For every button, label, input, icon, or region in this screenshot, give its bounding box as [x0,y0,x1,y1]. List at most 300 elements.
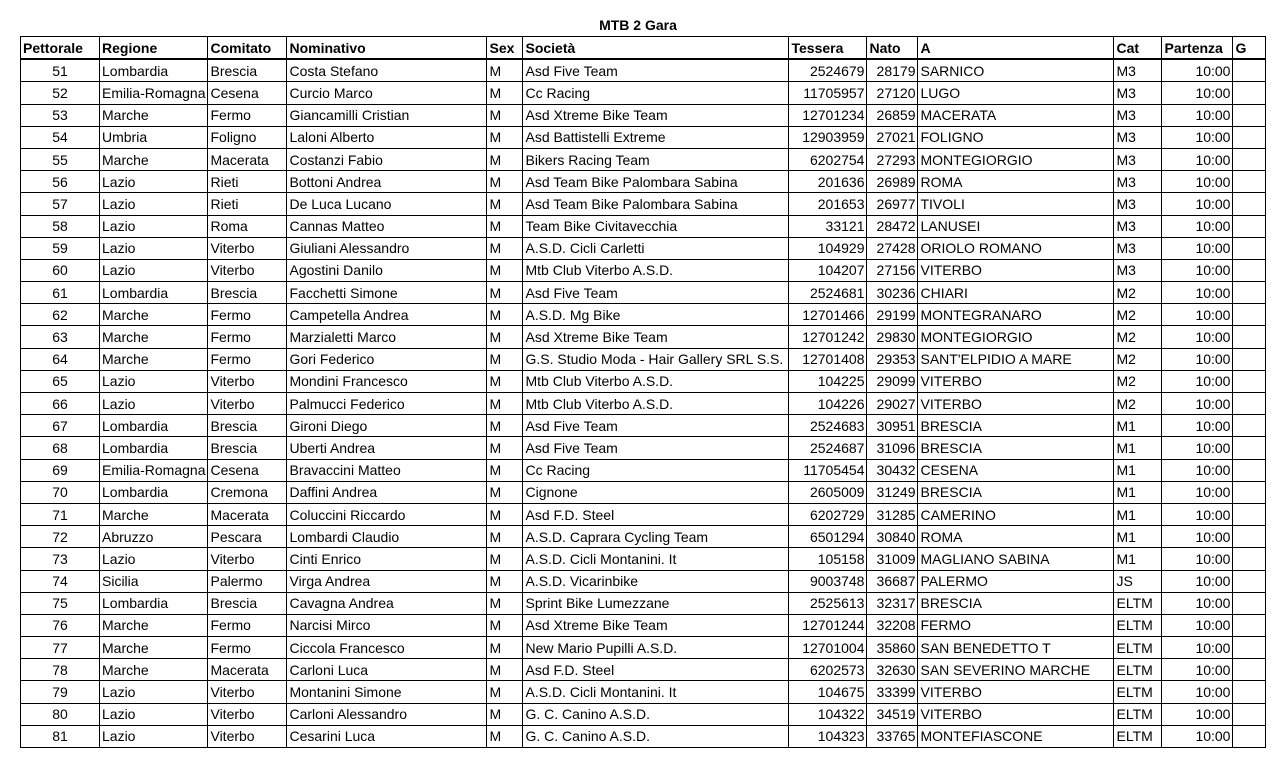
cell-nato: 29353 [867,348,918,370]
cell-pettorale: 66 [21,393,100,415]
cell-comitato: Viterbo [208,548,287,570]
cell-societa: A.S.D. Caprara Cycling Team [523,526,789,548]
cell-partenza: 10:00 [1162,614,1233,636]
cell-nato: 26989 [867,171,918,193]
cell-nato: 31249 [867,481,918,503]
cell-societa: Asd Team Bike Palombara Sabina [523,171,789,193]
cell-a: FOLIGNO [918,126,1114,148]
cell-cat: M3 [1114,237,1162,259]
cell-societa: Asd Team Bike Palombara Sabina [523,193,789,215]
cell-nominativo: Palmucci Federico [287,393,487,415]
cell-nato: 29199 [867,304,918,326]
cell-g [1233,681,1266,703]
cell-sex: M [487,59,523,82]
cell-a: SAN BENEDETTO T [918,637,1114,659]
col-header-pettorale: Pettorale [21,37,100,60]
cell-comitato: Viterbo [208,703,287,725]
cell-a: SAN SEVERINO MARCHE [918,659,1114,681]
cell-regione: Emilia-Romagna [100,82,208,104]
cell-nato: 27293 [867,148,918,170]
cell-pettorale: 54 [21,126,100,148]
cell-societa: Cc Racing [523,82,789,104]
cell-nominativo: Bottoni Andrea [287,171,487,193]
cell-a: VITERBO [918,393,1114,415]
cell-nato: 32317 [867,592,918,614]
cell-pettorale: 62 [21,304,100,326]
col-header-nominativo: Nominativo [287,37,487,60]
cell-cat: M1 [1114,481,1162,503]
cell-tessera: 12701234 [789,104,867,126]
cell-partenza: 10:00 [1162,659,1233,681]
table-row [21,570,1266,592]
col-header-a: A [918,37,1114,60]
cell-partenza: 10:00 [1162,437,1233,459]
cell-cat: ELTM [1114,637,1162,659]
cell-g [1233,259,1266,281]
cell-regione: Lazio [100,370,208,392]
table-row [21,326,1266,348]
cell-comitato: Viterbo [208,237,287,259]
cell-tessera: 33121 [789,215,867,237]
table-row [21,282,1266,304]
cell-nominativo: Cavagna Andrea [287,592,487,614]
cell-regione: Marche [100,659,208,681]
cell-a: MAGLIANO SABINA [918,548,1114,570]
cell-nominativo: Gori Federico [287,348,487,370]
col-header-sex: Sex [487,37,523,60]
cell-pettorale: 58 [21,215,100,237]
cell-nominativo: Facchetti Simone [287,282,487,304]
cell-comitato: Pescara [208,526,287,548]
table-row [21,82,1266,104]
cell-societa: New Mario Pupilli A.S.D. [523,637,789,659]
cell-a: MONTEFIASCONE [918,725,1114,747]
cell-partenza: 10:00 [1162,326,1233,348]
cell-comitato: Fermo [208,348,287,370]
cell-comitato: Fermo [208,637,287,659]
cell-societa: Cc Racing [523,459,789,481]
cell-societa: Asd F.D. Steel [523,659,789,681]
cell-g [1233,592,1266,614]
cell-cat: M3 [1114,104,1162,126]
cell-societa: G. C. Canino A.S.D. [523,703,789,725]
cell-partenza: 10:00 [1162,82,1233,104]
cell-nato: 32630 [867,659,918,681]
cell-comitato: Rieti [208,171,287,193]
cell-nato: 27021 [867,126,918,148]
cell-societa: Mtb Club Viterbo A.S.D. [523,393,789,415]
cell-pettorale: 76 [21,614,100,636]
cell-societa: A.S.D. Cicli Montanini. It [523,681,789,703]
cell-g [1233,725,1266,747]
cell-a: VITERBO [918,370,1114,392]
cell-nato: 31285 [867,503,918,525]
cell-nominativo: Giancamilli Cristian [287,104,487,126]
table-row [21,304,1266,326]
table-row [21,104,1266,126]
cell-pettorale: 67 [21,415,100,437]
cell-tessera: 11705454 [789,459,867,481]
cell-cat: M3 [1114,126,1162,148]
cell-tessera: 6202729 [789,503,867,525]
cell-nominativo: Giuliani Alessandro [287,237,487,259]
cell-pettorale: 79 [21,681,100,703]
cell-g [1233,282,1266,304]
sheet-title: MTB 2 Gara [599,17,677,33]
cell-regione: Lazio [100,171,208,193]
cell-regione: Lombardia [100,592,208,614]
cell-nato: 31096 [867,437,918,459]
cell-nominativo: Gironi Diego [287,415,487,437]
cell-cat: M1 [1114,526,1162,548]
cell-sex: M [487,503,523,525]
cell-nato: 27156 [867,259,918,281]
cell-sex: M [487,614,523,636]
cell-regione: Sicilia [100,570,208,592]
cell-a: CHIARI [918,282,1114,304]
cell-regione: Lazio [100,703,208,725]
cell-societa: A.S.D. Mg Bike [523,304,789,326]
cell-regione: Marche [100,348,208,370]
col-header-cat: Cat [1114,37,1162,60]
table-row [21,592,1266,614]
col-header-comitato: Comitato [208,37,287,60]
cell-g [1233,193,1266,215]
cell-cat: ELTM [1114,614,1162,636]
cell-cat: M1 [1114,415,1162,437]
cell-cat: ELTM [1114,703,1162,725]
cell-g [1233,215,1266,237]
cell-a: SARNICO [918,59,1114,82]
cell-nominativo: Curcio Marco [287,82,487,104]
table-row [21,415,1266,437]
col-header-partenza: Partenza [1162,37,1233,60]
cell-a: CESENA [918,459,1114,481]
cell-a: CAMERINO [918,503,1114,525]
cell-a: BRESCIA [918,481,1114,503]
cell-nominativo: Daffini Andrea [287,481,487,503]
cell-partenza: 10:00 [1162,348,1233,370]
cell-comitato: Fermo [208,326,287,348]
cell-partenza: 10:00 [1162,481,1233,503]
cell-cat: M2 [1114,326,1162,348]
cell-comitato: Roma [208,215,287,237]
cell-comitato: Cremona [208,481,287,503]
cell-nato: 36687 [867,570,918,592]
cell-cat: M3 [1114,171,1162,193]
cell-comitato: Viterbo [208,370,287,392]
cell-societa: Team Bike Civitavecchia [523,215,789,237]
cell-g [1233,659,1266,681]
cell-g [1233,326,1266,348]
cell-societa: Mtb Club Viterbo A.S.D. [523,370,789,392]
cell-regione: Lazio [100,725,208,747]
cell-nato: 26977 [867,193,918,215]
cell-nominativo: Virga Andrea [287,570,487,592]
cell-sex: M [487,570,523,592]
cell-a: MONTEGIORGIO [918,326,1114,348]
cell-societa: Asd Xtreme Bike Team [523,326,789,348]
cell-tessera: 104207 [789,259,867,281]
cell-partenza: 10:00 [1162,548,1233,570]
cell-sex: M [487,393,523,415]
cell-tessera: 6501294 [789,526,867,548]
cell-tessera: 104322 [789,703,867,725]
cell-pettorale: 63 [21,326,100,348]
cell-comitato: Viterbo [208,393,287,415]
cell-nominativo: Lombardi Claudio [287,526,487,548]
cell-tessera: 2525613 [789,592,867,614]
cell-nato: 29830 [867,326,918,348]
table-row [21,237,1266,259]
cell-pettorale: 60 [21,259,100,281]
cell-regione: Lazio [100,393,208,415]
cell-a: MACERATA [918,104,1114,126]
table-row [21,348,1266,370]
cell-g [1233,437,1266,459]
cell-tessera: 9003748 [789,570,867,592]
cell-g [1233,237,1266,259]
cell-nato: 33765 [867,725,918,747]
cell-tessera: 2524681 [789,282,867,304]
cell-sex: M [487,304,523,326]
cell-tessera: 2524683 [789,415,867,437]
entry-list-table [20,36,1266,748]
cell-cat: ELTM [1114,681,1162,703]
cell-comitato: Macerata [208,503,287,525]
cell-comitato: Cesena [208,459,287,481]
cell-cat: M1 [1114,459,1162,481]
cell-comitato: Viterbo [208,259,287,281]
cell-comitato: Foligno [208,126,287,148]
cell-nominativo: Cinti Enrico [287,548,487,570]
cell-regione: Lazio [100,215,208,237]
cell-g [1233,82,1266,104]
cell-nato: 27428 [867,237,918,259]
cell-societa: Asd Five Team [523,59,789,82]
cell-comitato: Viterbo [208,681,287,703]
cell-pettorale: 78 [21,659,100,681]
cell-a: VITERBO [918,259,1114,281]
cell-g [1233,415,1266,437]
col-header-regione: Regione [100,37,208,60]
cell-tessera: 2524687 [789,437,867,459]
cell-tessera: 2605009 [789,481,867,503]
cell-comitato: Palermo [208,570,287,592]
cell-pettorale: 59 [21,237,100,259]
cell-regione: Lazio [100,681,208,703]
cell-regione: Marche [100,304,208,326]
cell-pettorale: 56 [21,171,100,193]
cell-cat: M1 [1114,503,1162,525]
cell-partenza: 10:00 [1162,304,1233,326]
cell-sex: M [487,171,523,193]
cell-nato: 33399 [867,681,918,703]
cell-g [1233,348,1266,370]
cell-regione: Lombardia [100,415,208,437]
cell-pettorale: 61 [21,282,100,304]
cell-cat: M1 [1114,437,1162,459]
cell-a: BRESCIA [918,437,1114,459]
cell-comitato: Brescia [208,415,287,437]
cell-partenza: 10:00 [1162,681,1233,703]
cell-g [1233,171,1266,193]
cell-sex: M [487,348,523,370]
cell-nominativo: Marzialetti Marco [287,326,487,348]
cell-regione: Lazio [100,259,208,281]
cell-tessera: 12903959 [789,126,867,148]
cell-cat: M2 [1114,348,1162,370]
cell-regione: Marche [100,148,208,170]
cell-tessera: 12701004 [789,637,867,659]
cell-g [1233,148,1266,170]
cell-pettorale: 64 [21,348,100,370]
col-header-nato: Nato [867,37,918,60]
cell-comitato: Brescia [208,592,287,614]
cell-a: MONTEGIORGIO [918,148,1114,170]
cell-comitato: Macerata [208,659,287,681]
cell-nominativo: Agostini Danilo [287,259,487,281]
cell-regione: Lombardia [100,59,208,82]
cell-partenza: 10:00 [1162,59,1233,82]
cell-comitato: Brescia [208,59,287,82]
cell-a: BRESCIA [918,415,1114,437]
cell-partenza: 10:00 [1162,370,1233,392]
cell-societa: Asd Xtreme Bike Team [523,614,789,636]
col-header-societa: Società [523,37,789,60]
cell-partenza: 10:00 [1162,126,1233,148]
cell-a: SANT'ELPIDIO A MARE [918,348,1114,370]
table-row [21,437,1266,459]
cell-cat: M3 [1114,148,1162,170]
cell-pettorale: 55 [21,148,100,170]
cell-sex: M [487,526,523,548]
cell-partenza: 10:00 [1162,637,1233,659]
cell-a: TIVOLI [918,193,1114,215]
cell-societa: Asd F.D. Steel [523,503,789,525]
cell-nominativo: Carloni Alessandro [287,703,487,725]
header-row [21,37,1266,60]
cell-pettorale: 53 [21,104,100,126]
cell-nominativo: Coluccini Riccardo [287,503,487,525]
cell-tessera: 104929 [789,237,867,259]
cell-regione: Marche [100,503,208,525]
cell-societa: Mtb Club Viterbo A.S.D. [523,259,789,281]
col-header-g: G [1233,37,1266,60]
cell-pettorale: 77 [21,637,100,659]
cell-nominativo: Laloni Alberto [287,126,487,148]
cell-nato: 26859 [867,104,918,126]
cell-nato: 28179 [867,59,918,82]
table-row [21,393,1266,415]
cell-sex: M [487,259,523,281]
cell-pettorale: 74 [21,570,100,592]
cell-pettorale: 81 [21,725,100,747]
cell-g [1233,59,1266,82]
table-row [21,193,1266,215]
table-row [21,659,1266,681]
cell-tessera: 6202754 [789,148,867,170]
cell-tessera: 12701466 [789,304,867,326]
col-header-tessera: Tessera [789,37,867,60]
cell-g [1233,370,1266,392]
cell-nato: 30432 [867,459,918,481]
cell-partenza: 10:00 [1162,393,1233,415]
cell-partenza: 10:00 [1162,193,1233,215]
cell-g [1233,481,1266,503]
cell-nato: 31009 [867,548,918,570]
cell-g [1233,548,1266,570]
cell-partenza: 10:00 [1162,282,1233,304]
cell-nato: 35860 [867,637,918,659]
table-row [21,725,1266,747]
cell-g [1233,570,1266,592]
cell-tessera: 201636 [789,171,867,193]
cell-sex: M [487,637,523,659]
cell-societa: Asd Xtreme Bike Team [523,104,789,126]
cell-sex: M [487,282,523,304]
table-row [21,370,1266,392]
cell-sex: M [487,681,523,703]
cell-nominativo: Bravaccini Matteo [287,459,487,481]
cell-tessera: 104675 [789,681,867,703]
cell-nato: 30236 [867,282,918,304]
cell-tessera: 12701244 [789,614,867,636]
cell-sex: M [487,459,523,481]
cell-regione: Umbria [100,126,208,148]
cell-regione: Lombardia [100,481,208,503]
cell-partenza: 10:00 [1162,215,1233,237]
cell-comitato: Macerata [208,148,287,170]
cell-partenza: 10:00 [1162,570,1233,592]
cell-nato: 30951 [867,415,918,437]
cell-g [1233,304,1266,326]
cell-tessera: 6202573 [789,659,867,681]
cell-tessera: 2524679 [789,59,867,82]
cell-g [1233,614,1266,636]
cell-pettorale: 75 [21,592,100,614]
cell-g [1233,126,1266,148]
cell-partenza: 10:00 [1162,237,1233,259]
cell-partenza: 10:00 [1162,725,1233,747]
table-row [21,215,1266,237]
cell-regione: Lazio [100,548,208,570]
cell-nato: 29027 [867,393,918,415]
cell-nominativo: Cannas Matteo [287,215,487,237]
cell-partenza: 10:00 [1162,104,1233,126]
cell-g [1233,393,1266,415]
cell-nominativo: Narcisi Mirco [287,614,487,636]
cell-nominativo: Cesarini Luca [287,725,487,747]
table-row [21,614,1266,636]
cell-pettorale: 65 [21,370,100,392]
cell-sex: M [487,82,523,104]
cell-regione: Marche [100,326,208,348]
cell-comitato: Fermo [208,104,287,126]
cell-sex: M [487,592,523,614]
cell-g [1233,637,1266,659]
cell-a: LANUSEI [918,215,1114,237]
cell-comitato: Viterbo [208,725,287,747]
table-row [21,259,1266,281]
cell-regione: Marche [100,637,208,659]
cell-tessera: 104323 [789,725,867,747]
cell-a: FERMO [918,614,1114,636]
cell-tessera: 12701408 [789,348,867,370]
cell-sex: M [487,326,523,348]
cell-tessera: 201653 [789,193,867,215]
cell-sex: M [487,481,523,503]
